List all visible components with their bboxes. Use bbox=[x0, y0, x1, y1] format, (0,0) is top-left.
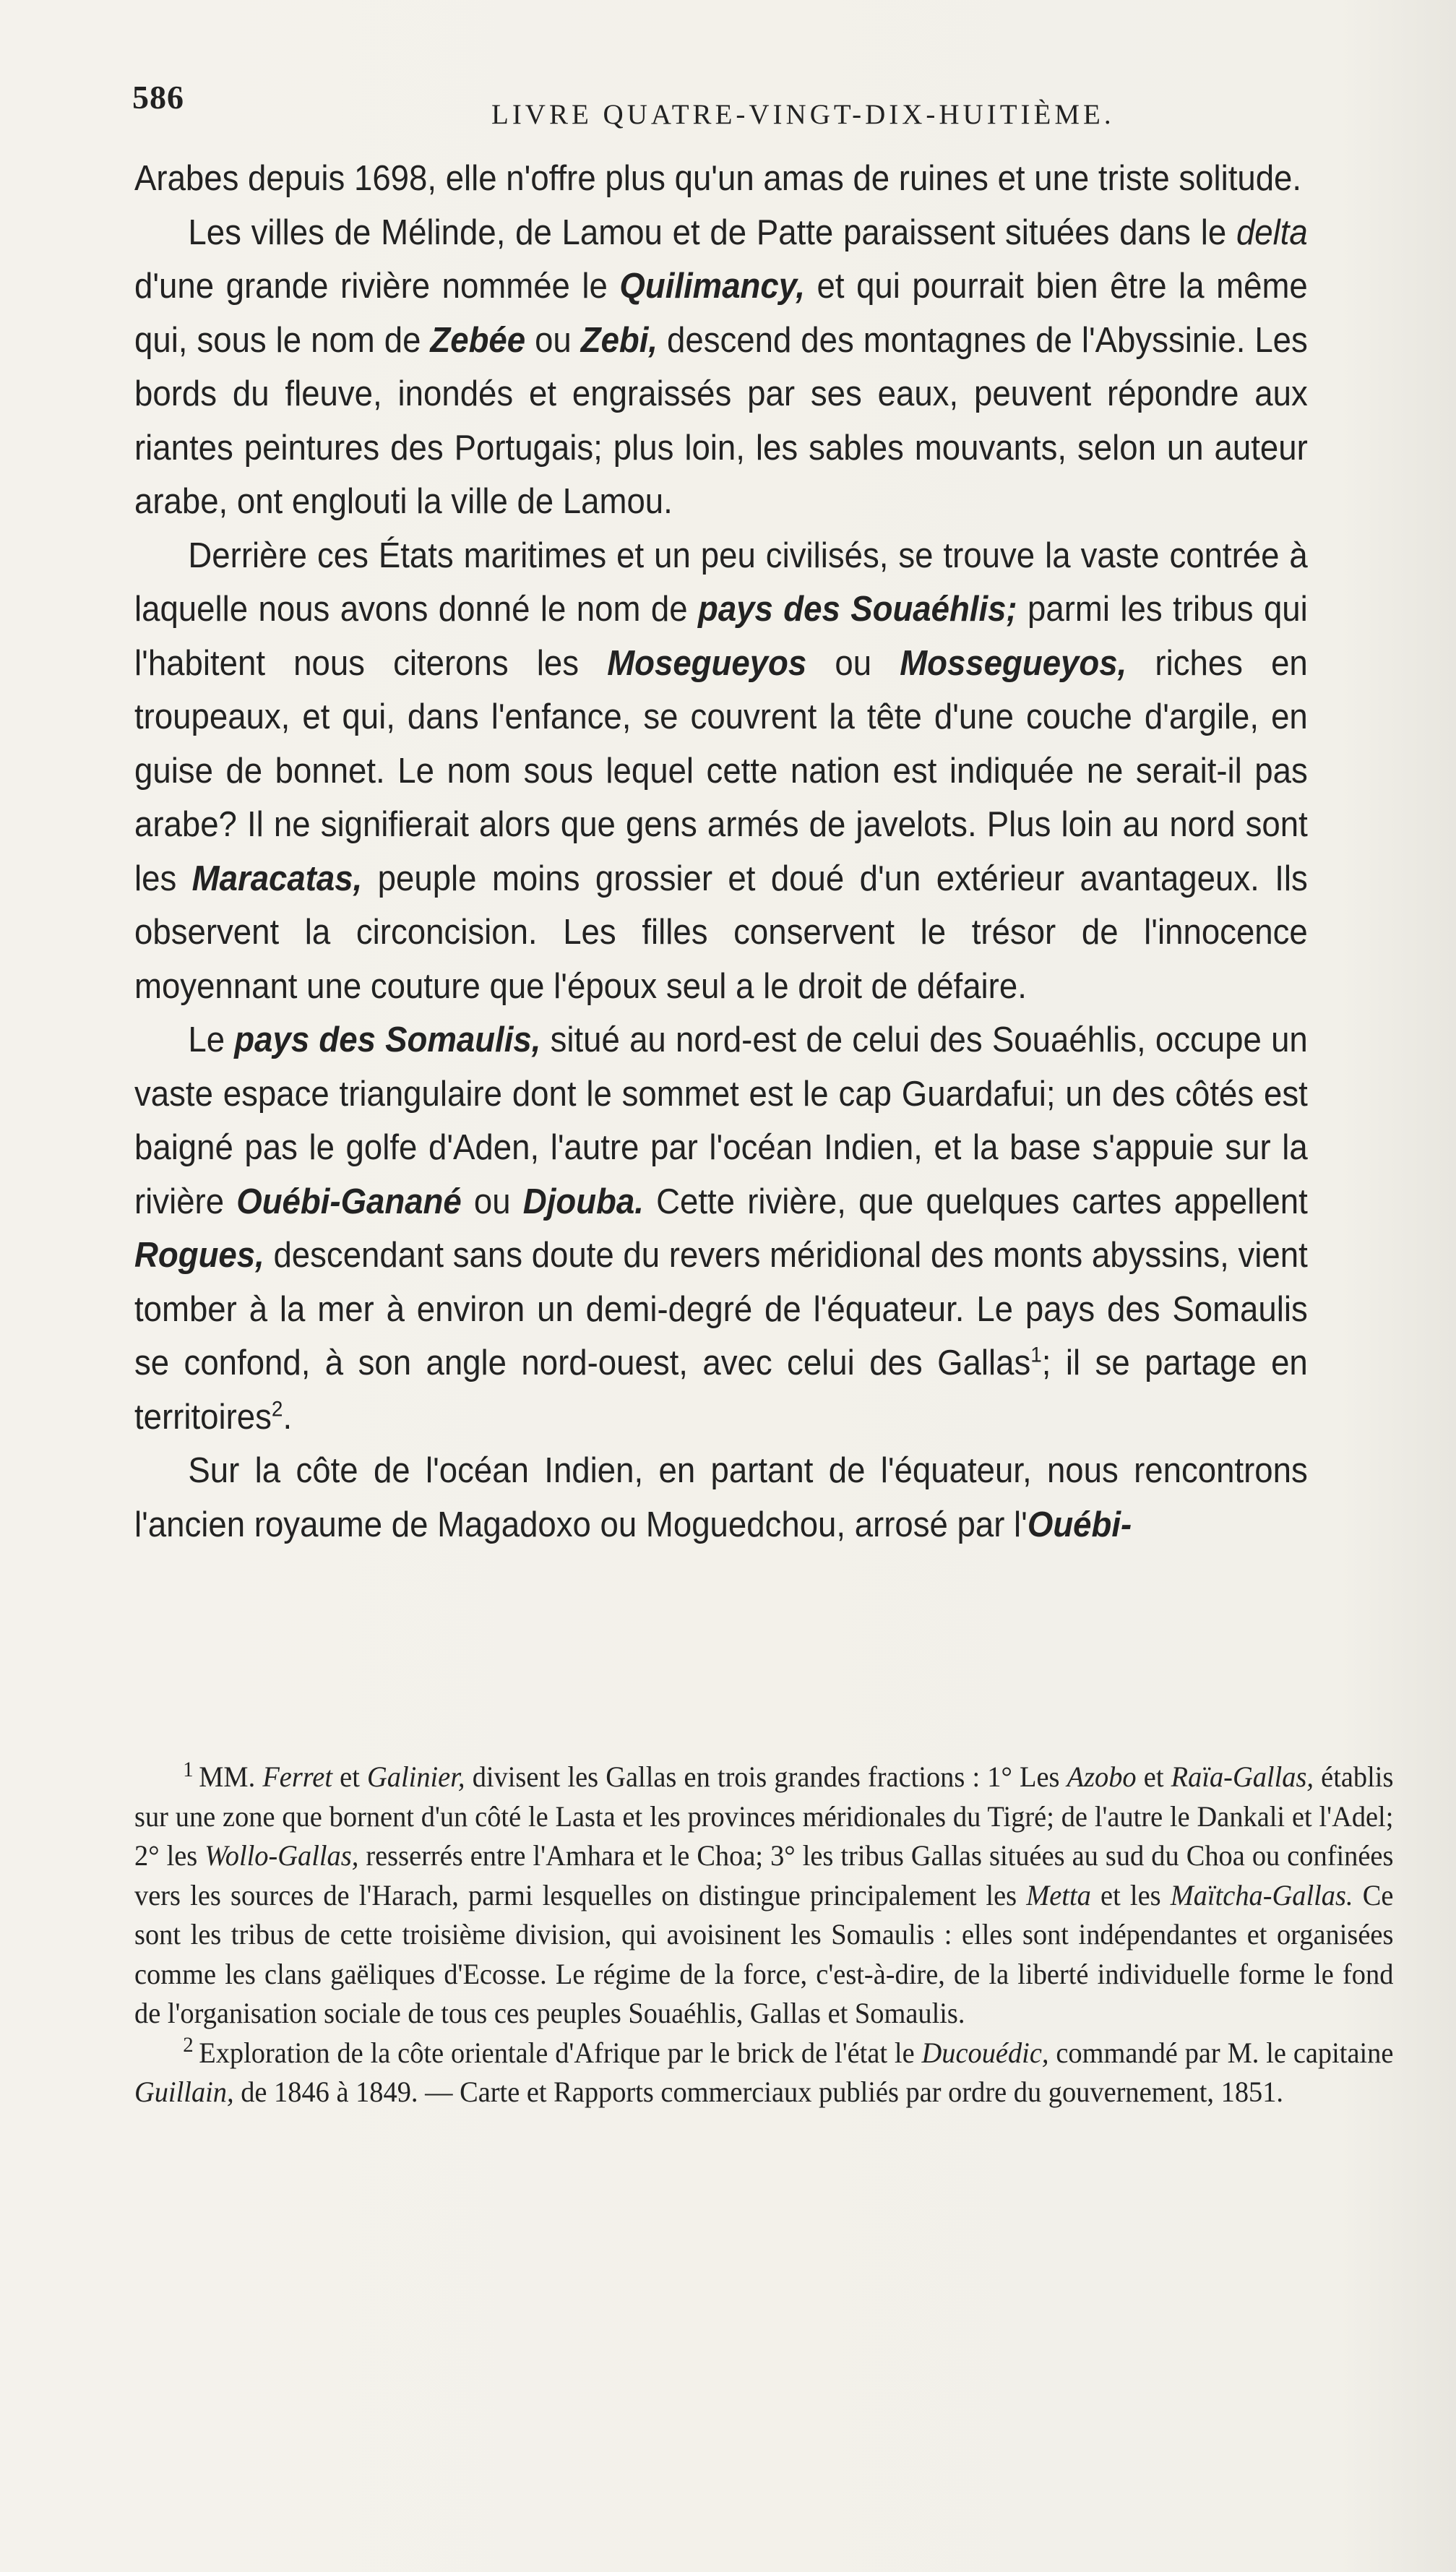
page-number: 586 bbox=[132, 79, 184, 116]
paragraph-3: Derrière ces États maritimes et un peu civilisés, se trouve la vaste contrée à laquelle nous avons donné le nom de pays des Souaéhlis; parmi les tribus qui l'habitent nous citerons les Moseguеyos ou Mosseguеyos, riches en troupeaux, et qui, dans l'enfance, se couvrent la tête d'une couche d'argile, en guise de bonnet. Le nom sous lequel cette nation est indiquée ne serait-il pas arabe? Il ne signifierait alors que gens armés de javelots. Plus loin au nord sont les Maracatas, peuple moins grossier et doué d'un extérieur avantageux. Ils observent la circoncision. Les filles conservent le trésor de l'innocence moyennant une couture que l'époux seul a le droit de défaire. bbox=[134, 536, 1308, 1006]
paragraph-4: Le pays des Somaulis, situé au nord-est de celui des Souaéhlis, occupe un vaste espace triangulaire dont le sommet est le cap Guardafui; un des côtés est baigné pas le golfe d'Aden, l'autre par l'océan Indien, et la base s'appuie sur la rivière Ouébi-Ganané ou Djouba. Cette rivière, que quelques cartes appellent Rogues, descendant sans doute du revers méridional des monts abyssins, vient tomber à la mer à environ un demi-degré de l'équateur. Le pays des Somaulis se confond, à son angle nord-ouest, avec celui des Gallas$^1$; il se partage en territoires$^2$. bbox=[134, 1020, 1308, 1437]
footnote-ref-2: 2 bbox=[271, 1397, 283, 1422]
footnote-ref-1: 1 bbox=[1030, 1343, 1042, 1367]
paragraph-2: Les villes de Mélinde, de Lamou et de Patte paraissent situées dans le delta d'une grande rivière nommée le Quilimancy, et qui pourrait bien être la même qui, sous le nom de Zebée ou Zebi, descend des montagnes de l'Abyssinie. Les bords du fleuve, inondés et engraissés par ses eaux, peuvent répondre aux riantes peintures des Portugais; plus loin, les sables mouvants, selon un auteur arabe, ont englouti la ville de Lamou. bbox=[134, 212, 1308, 521]
footnotes bbox=[134, 1758, 1393, 2112]
footnote-mark-1: 1 bbox=[183, 1757, 194, 1781]
footnote-2: $^2$ Exploration de la côte orientale d'Afrique par le brick de l'état le Ducouédic, commandé par M. le capitaine Guillain, de 1846 à 1849. — Carte et Rapports commerciaux publiés par ordre du gouvernement, 1851. bbox=[134, 2033, 1394, 2108]
main-text bbox=[134, 152, 1308, 1552]
paragraph-1: Arabes depuis 1698, elle n'offre plus qu'un amas de ruines et une triste solitude. bbox=[134, 159, 1302, 198]
running-head: LIVRE QUATRE-VINGT-DIX-HUITIÈME. bbox=[491, 99, 1115, 130]
paragraph-5: Sur la côte de l'océan Indien, en partant de l'équateur, nous rencontrons l'ancien royaume de Magadoxo ou Moguedchou, arrosé par l'Ouébi- bbox=[134, 1451, 1308, 1544]
footnote-mark-2: 2 bbox=[183, 2033, 194, 2057]
footnote-1: $^1$ MM. Ferret et Galinier, divisent les Gallas en trois grandes fractions : 1° Les Azobo et Raïa-Gallas, établis sur une zone que bornent d'un côté le Lasta et les provinces méridionales du Tigré; de l'autre le Dankali et l'Adel; 2° les Wollo-Gallas, resserrés entre l'Amhara et le Choa; 3° les tribus Gallas situées au sud du Choa ou confinées vers les sources de l'Harach, parmi lesquelles on distingue principalement les Metta et les Maïtcha-Gallas. Ce sont les tribus de cette troisième division, qui avoisinent les Somaulis : elles sont indépendantes et organisées comme les clans gaëliques d'Ecosse. Le régime de la force, c'est-à-dire, de la liberté individuelle forme le fond de l'organisation sociale de tous ces peuples Souaéhlis, Gallas et Somaulis. bbox=[134, 1757, 1394, 2029]
